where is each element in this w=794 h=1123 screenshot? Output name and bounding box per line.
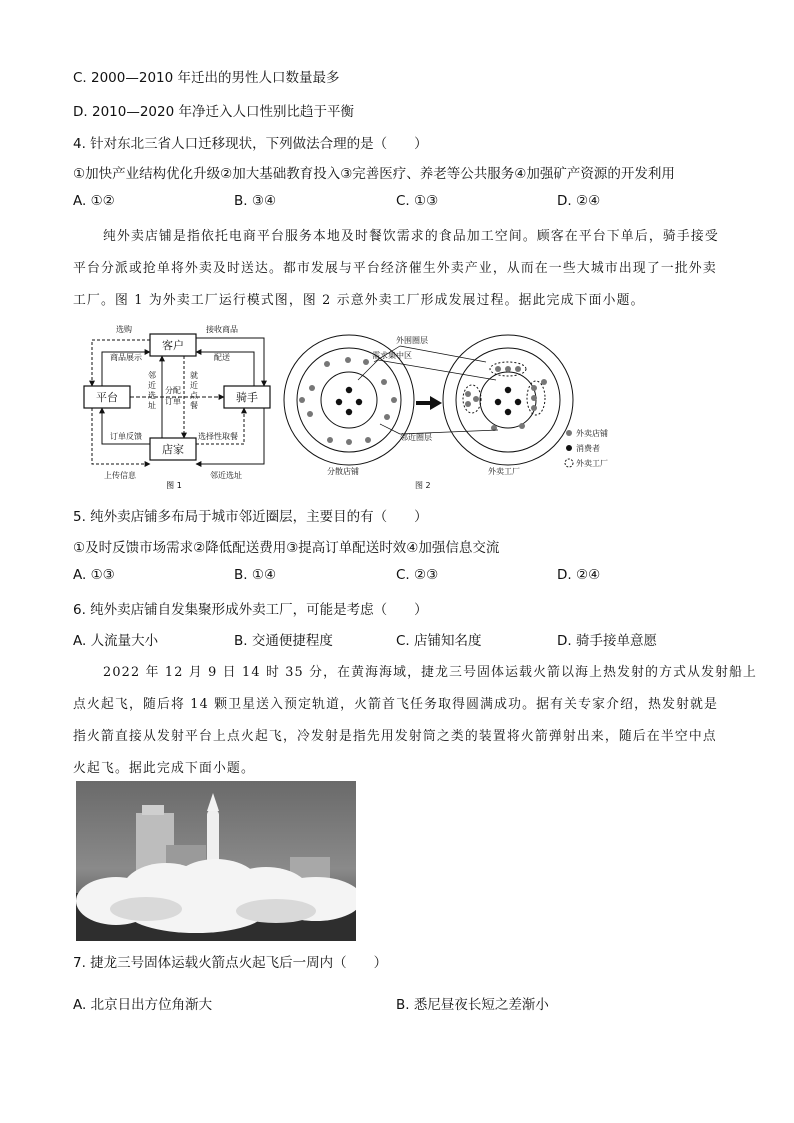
svg-text:配送: 配送 [214,353,230,362]
svg-text:选择性取餐: 选择性取餐 [198,432,238,441]
svg-text:址: 址 [148,401,156,410]
node-customer-label: 客户 [162,339,184,352]
figure-1-diagram [78,318,278,490]
svg-text:分配: 分配 [165,386,181,395]
svg-text:邻近选址: 邻近选址 [210,471,242,480]
svg-text:接收商品: 接收商品 [206,325,238,334]
question-5-items: ①及时反馈市场需求②降低配送费用③提高订单配送时效④加强信息交流 [73,540,500,556]
figure-2-diagram [282,322,632,490]
svg-text:选: 选 [148,391,156,400]
q5-option-b[interactable]: B. ①④ [234,567,277,583]
q6-option-b[interactable]: B. 交通便捷程度 [234,633,333,649]
q5-option-c[interactable]: C. ②③ [396,567,439,583]
q6-option-a[interactable]: A. 人流量大小 [73,633,159,649]
figure-1-caption: 图 1 [166,481,182,490]
q4-option-c[interactable]: C. ①③ [396,193,439,209]
option-d-prev: D. 2010—2020 年净迁入人口性别比趋于平衡 [73,104,354,120]
question-4: 4. 针对东北三省人口迁移现状，下列做法合理的是（ ） [73,136,428,152]
svg-text:图 2: 图 2 [415,481,431,490]
rocket-launch-photo [76,781,356,941]
q4-option-d[interactable]: D. ②④ [557,193,601,209]
passage1-line3: 工厂。图 1 为外卖工厂运行模式图，图 2 示意外卖工厂形成发展过程。据此完成下面小题。 [73,293,645,308]
svg-text:需求集中区: 需求集中区 [372,351,412,360]
svg-text:就: 就 [190,371,198,380]
svg-text:上传信息: 上传信息 [104,471,136,480]
question-5: 5. 纯外卖店铺多布局于城市邻近圈层，主要目的有（ ） [73,509,428,525]
svg-text:近: 近 [148,381,156,390]
svg-text:订单: 订单 [165,397,181,406]
q7-option-a[interactable]: A. 北京日出方位角渐大 [73,997,213,1013]
svg-text:邻: 邻 [148,371,156,380]
svg-text:订单反馈: 订单反馈 [110,432,142,441]
passage2-line4: 火起飞。据此完成下面小题。 [73,761,255,776]
q5-option-a[interactable]: A. ①③ [73,567,115,583]
svg-text:外卖店铺: 外卖店铺 [576,429,608,438]
question-6: 6. 纯外卖店铺自发集聚形成外卖工厂，可能是考虑（ ） [73,602,428,618]
svg-text:餐: 餐 [190,401,198,410]
q6-option-c[interactable]: C. 店铺知名度 [396,633,482,649]
node-shop-label: 店家 [162,443,184,456]
passage2-line2: 点火起飞，随后将 14 颗卫星送入预定轨道，火箭首飞任务取得圆满成功。据有关专家介绍，热发射就是 [73,697,719,712]
svg-text:商品展示: 商品展示 [110,353,142,362]
passage2-line1: 2022 年 12 月 9 日 14 时 35 分，在黄海海域，捷龙三号固体运载火箭以海上热发射的方式从发射船上 [103,665,758,680]
passage2-line3: 指火箭直接从发射平台上点火起飞，冷发射是指先用发射筒之类的装置将火箭弹射出来，随后在半空中点 [73,729,717,744]
question-7: 7. 捷龙三号固体运载火箭点火起飞后一周内（ ） [73,955,388,971]
q4-option-a[interactable]: A. ①② [73,193,115,209]
passage1-line2: 平台分派或抢单将外卖及时送达。都市发展与平台经济催生外卖产业，从而在一些大城市出现了一批外卖 [73,261,717,276]
option-c-prev: C. 2000—2010 年迁出的男性人口数量最多 [73,70,340,86]
passage1-line1: 纯外卖店铺是指依托电商平台服务本地及时餐饮需求的食品加工空间。顾客在平台下单后，骑手接受 [103,229,719,244]
q6-option-d[interactable]: D. 骑手接单意愿 [557,633,657,649]
q4-option-b[interactable]: B. ③④ [234,193,277,209]
svg-text:外卖工厂: 外卖工厂 [488,467,520,476]
svg-text:邻近圈层: 邻近圈层 [400,433,432,442]
svg-text:近: 近 [190,381,198,390]
q5-option-d[interactable]: D. ②④ [557,567,601,583]
node-rider-label: 骑手 [236,391,258,404]
q7-option-b[interactable]: B. 悉尼昼夜长短之差渐小 [396,997,549,1013]
svg-text:选购: 选购 [116,325,132,334]
svg-text:外围圈层: 外围圈层 [396,336,428,345]
svg-text:点: 点 [190,391,198,400]
node-platform-label: 平台 [96,391,118,404]
svg-text:消费者: 消费者 [576,444,600,453]
svg-text:外卖工厂: 外卖工厂 [576,459,608,468]
question-4-items: ①加快产业结构优化升级②加大基础教育投入③完善医疗、养老等公共服务④加强矿产资源的开发利用 [73,166,675,182]
svg-text:分散店铺: 分散店铺 [327,467,359,476]
